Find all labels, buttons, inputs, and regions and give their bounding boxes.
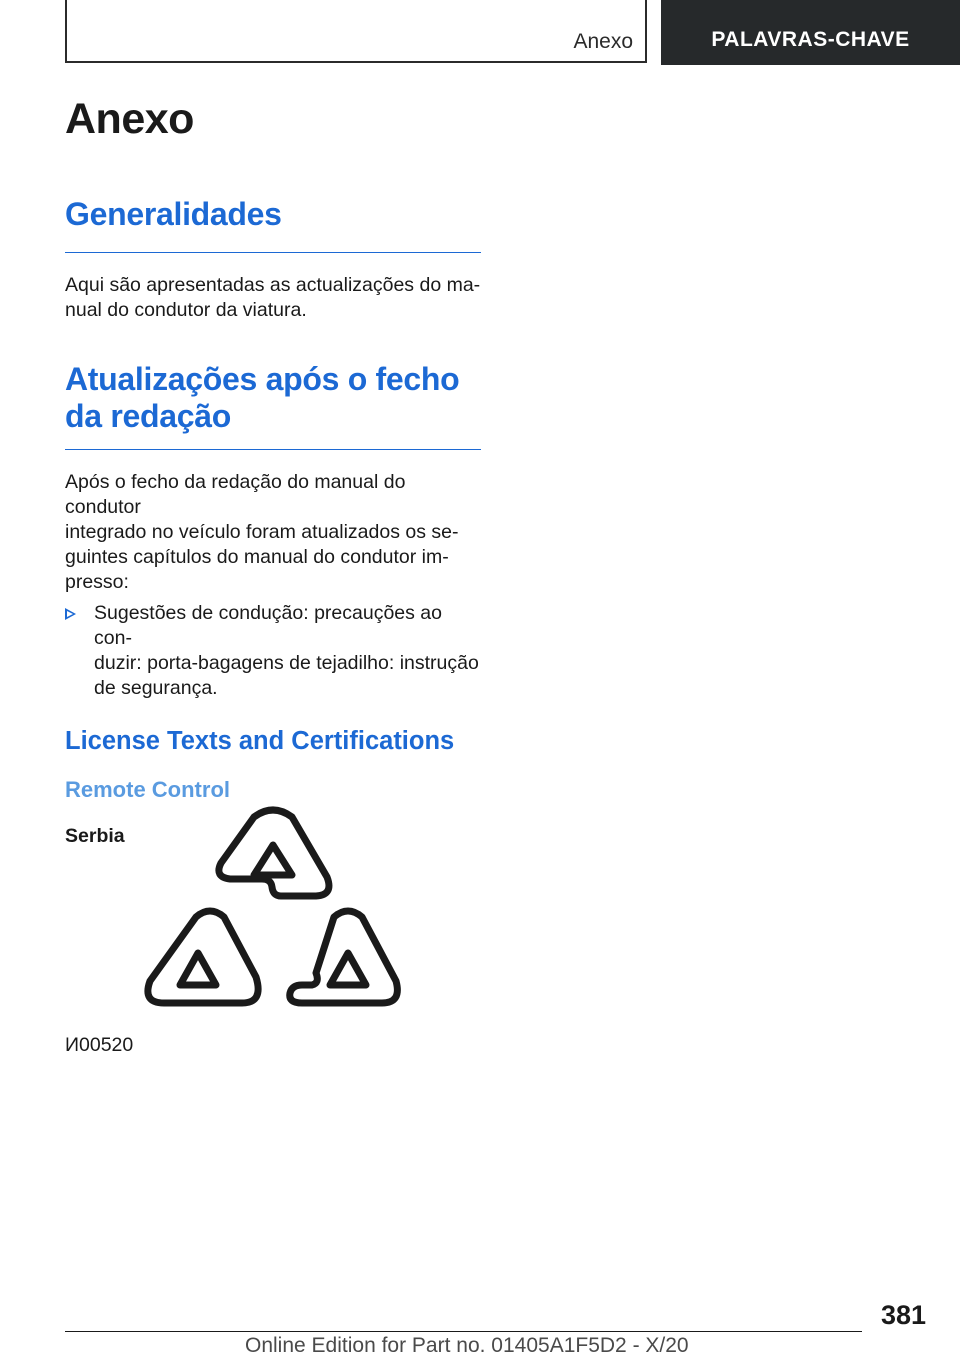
page-number: 381 <box>880 1300 926 1330</box>
license-heading: License Texts and Certifications <box>65 727 455 755</box>
atualizacoes-body <box>65 470 481 595</box>
section-heading-generalidades: Generalidades <box>65 196 282 232</box>
keywords-tab[interactable]: PALAVRAS-CHAVE <box>661 0 960 65</box>
header-section-label: Anexo <box>573 30 633 53</box>
country-label: Serbia <box>65 825 125 847</box>
body-line: integrado no veículo foram atualizados os se- <box>65 521 459 543</box>
header-section-box <box>65 0 647 63</box>
remote-control-heading: Remote Control <box>65 777 230 802</box>
heading-line: da redação <box>65 398 231 434</box>
bullet-line: de segurança. <box>94 677 218 699</box>
generalidades-body <box>65 273 481 323</box>
bullet-text <box>94 601 481 701</box>
body-line: Após o fecho da redação do manual do condutor <box>65 471 406 518</box>
bullet-line: duzir: porta-bagagens de tejadilho: instrução <box>94 652 479 674</box>
certification-mark-icon <box>144 805 402 1015</box>
figure-code: И00520 <box>65 1034 134 1056</box>
bullet-triangle-icon <box>65 608 76 620</box>
body-line: Aqui são apresentadas as actualizações do ma- <box>65 274 481 296</box>
footer-rule <box>65 1331 862 1332</box>
page-title: Anexo <box>65 95 194 143</box>
section-heading-atualizacoes <box>65 361 481 435</box>
body-line: presso: <box>65 571 129 593</box>
body-line: guintes capítulos do manual do condutor im- <box>65 546 449 568</box>
bullet-line: Sugestões de condução: precauções ao con- <box>94 602 443 649</box>
main-content <box>65 95 481 848</box>
body-line: nual do condutor da viatura. <box>65 299 307 321</box>
footer-edition-text: Online Edition for Part no. 01405A1F5D2 - X/20 <box>245 1334 689 1357</box>
bullet-item <box>65 601 481 701</box>
heading-line: Atualizações após o fecho <box>65 361 460 397</box>
